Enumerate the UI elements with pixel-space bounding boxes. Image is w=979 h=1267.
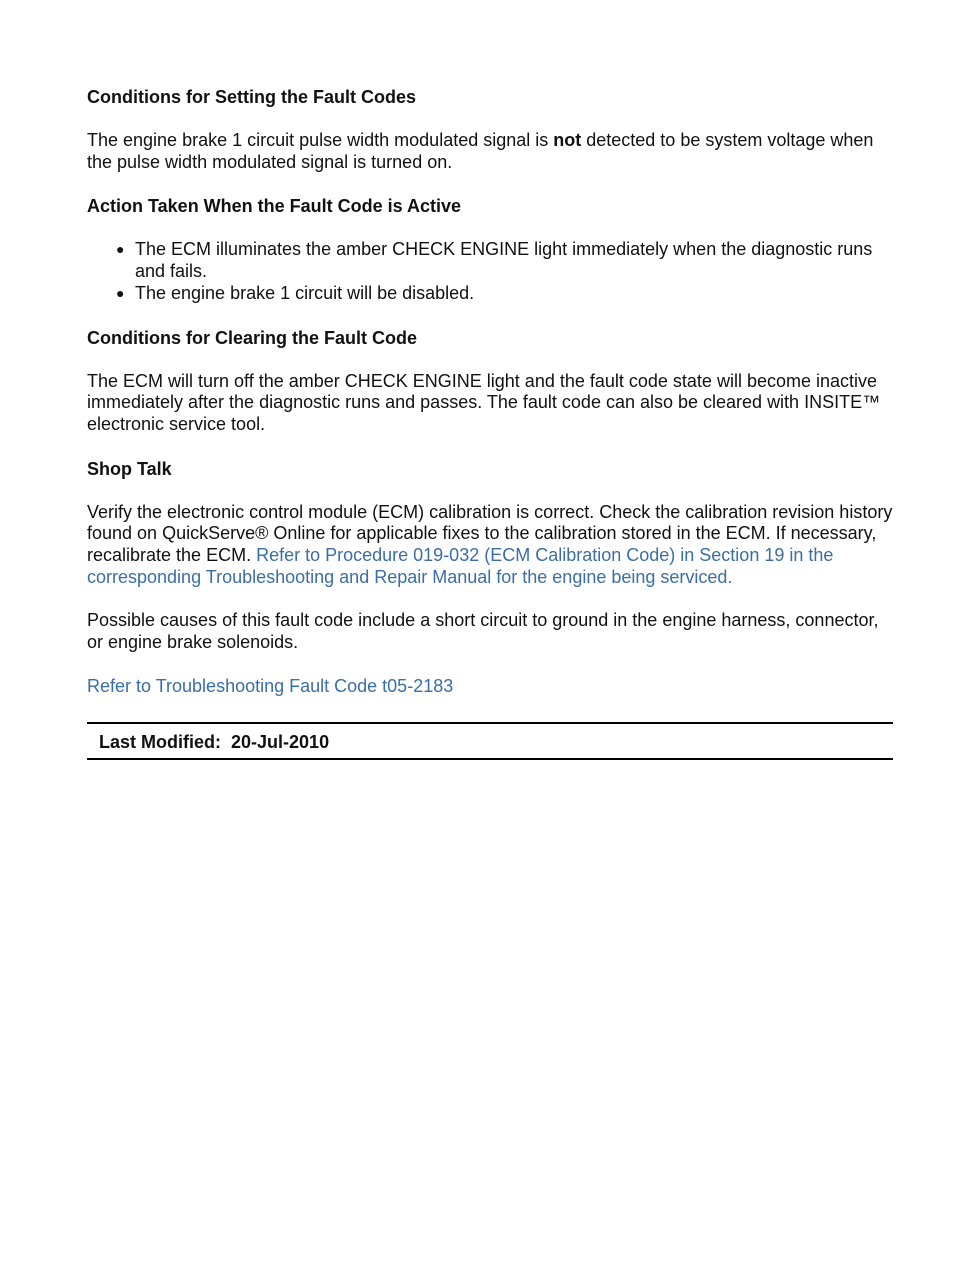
troubleshooting-link[interactable]: Refer to Troubleshooting Fault Code t05-2183	[87, 675, 454, 696]
heading-clearing-conditions: Conditions for Clearing the Fault Code	[87, 327, 417, 348]
document-page	[87, 86, 893, 760]
list-item	[116, 239, 893, 282]
setting-text-bold: not	[553, 130, 582, 150]
heading-shop-talk: Shop Talk	[87, 458, 172, 479]
possible-causes-text: Possible causes of this fault code include a short circuit to ground in the engine harness, connector, or engine brake solenoids.	[87, 610, 879, 653]
last-modified-bar	[87, 722, 893, 760]
setting-conditions-text	[87, 130, 893, 173]
bullet-icon: ●	[116, 241, 125, 258]
procedure-link[interactable]: Refer to Procedure 019-032 (ECM Calibration Code) in Section 19 in the corresponding Troubleshooting and Repair Manual for the engine being serviced.	[87, 545, 834, 587]
shop-talk-body: Verify the electronic control module (ECM) calibration is correct. Check the calibration revision history found on QuickServe® Online for applicable fixes to the calibration stored in the ECM. If necessary, recalibrate the ECM.	[87, 501, 893, 566]
setting-text-before: The engine brake 1 circuit pulse width modulated signal is	[87, 130, 554, 150]
heading-action-taken: Action Taken When the Fault Code is Active	[87, 196, 462, 217]
bullet-icon: ●	[116, 284, 125, 301]
clearing-conditions-text: The ECM will turn off the amber CHECK ENGINE light and the fault code state will become inactive immediately after the diagnostic runs and passes. The fault code can also be cleared with INSITE™ electronic service tool.	[87, 370, 881, 434]
refer-paragraph	[87, 676, 893, 698]
setting-text-after: detected to be system voltage when the pulse width modulated signal is turned on.	[87, 130, 874, 172]
list-item	[116, 282, 893, 305]
action-bullet-list	[87, 239, 893, 304]
shop-talk-text	[87, 502, 893, 589]
last-modified-label: Last Modified:	[99, 731, 221, 752]
bullet-text: The engine brake 1 circuit will be disabled.	[135, 282, 475, 303]
heading-setting-conditions: Conditions for Setting the Fault Codes	[87, 87, 416, 107]
last-modified-date: 20-Jul-2010	[231, 731, 330, 752]
bullet-text: The ECM illuminates the amber CHECK ENGINE light immediately when the diagnostic runs and fails.	[135, 239, 873, 282]
